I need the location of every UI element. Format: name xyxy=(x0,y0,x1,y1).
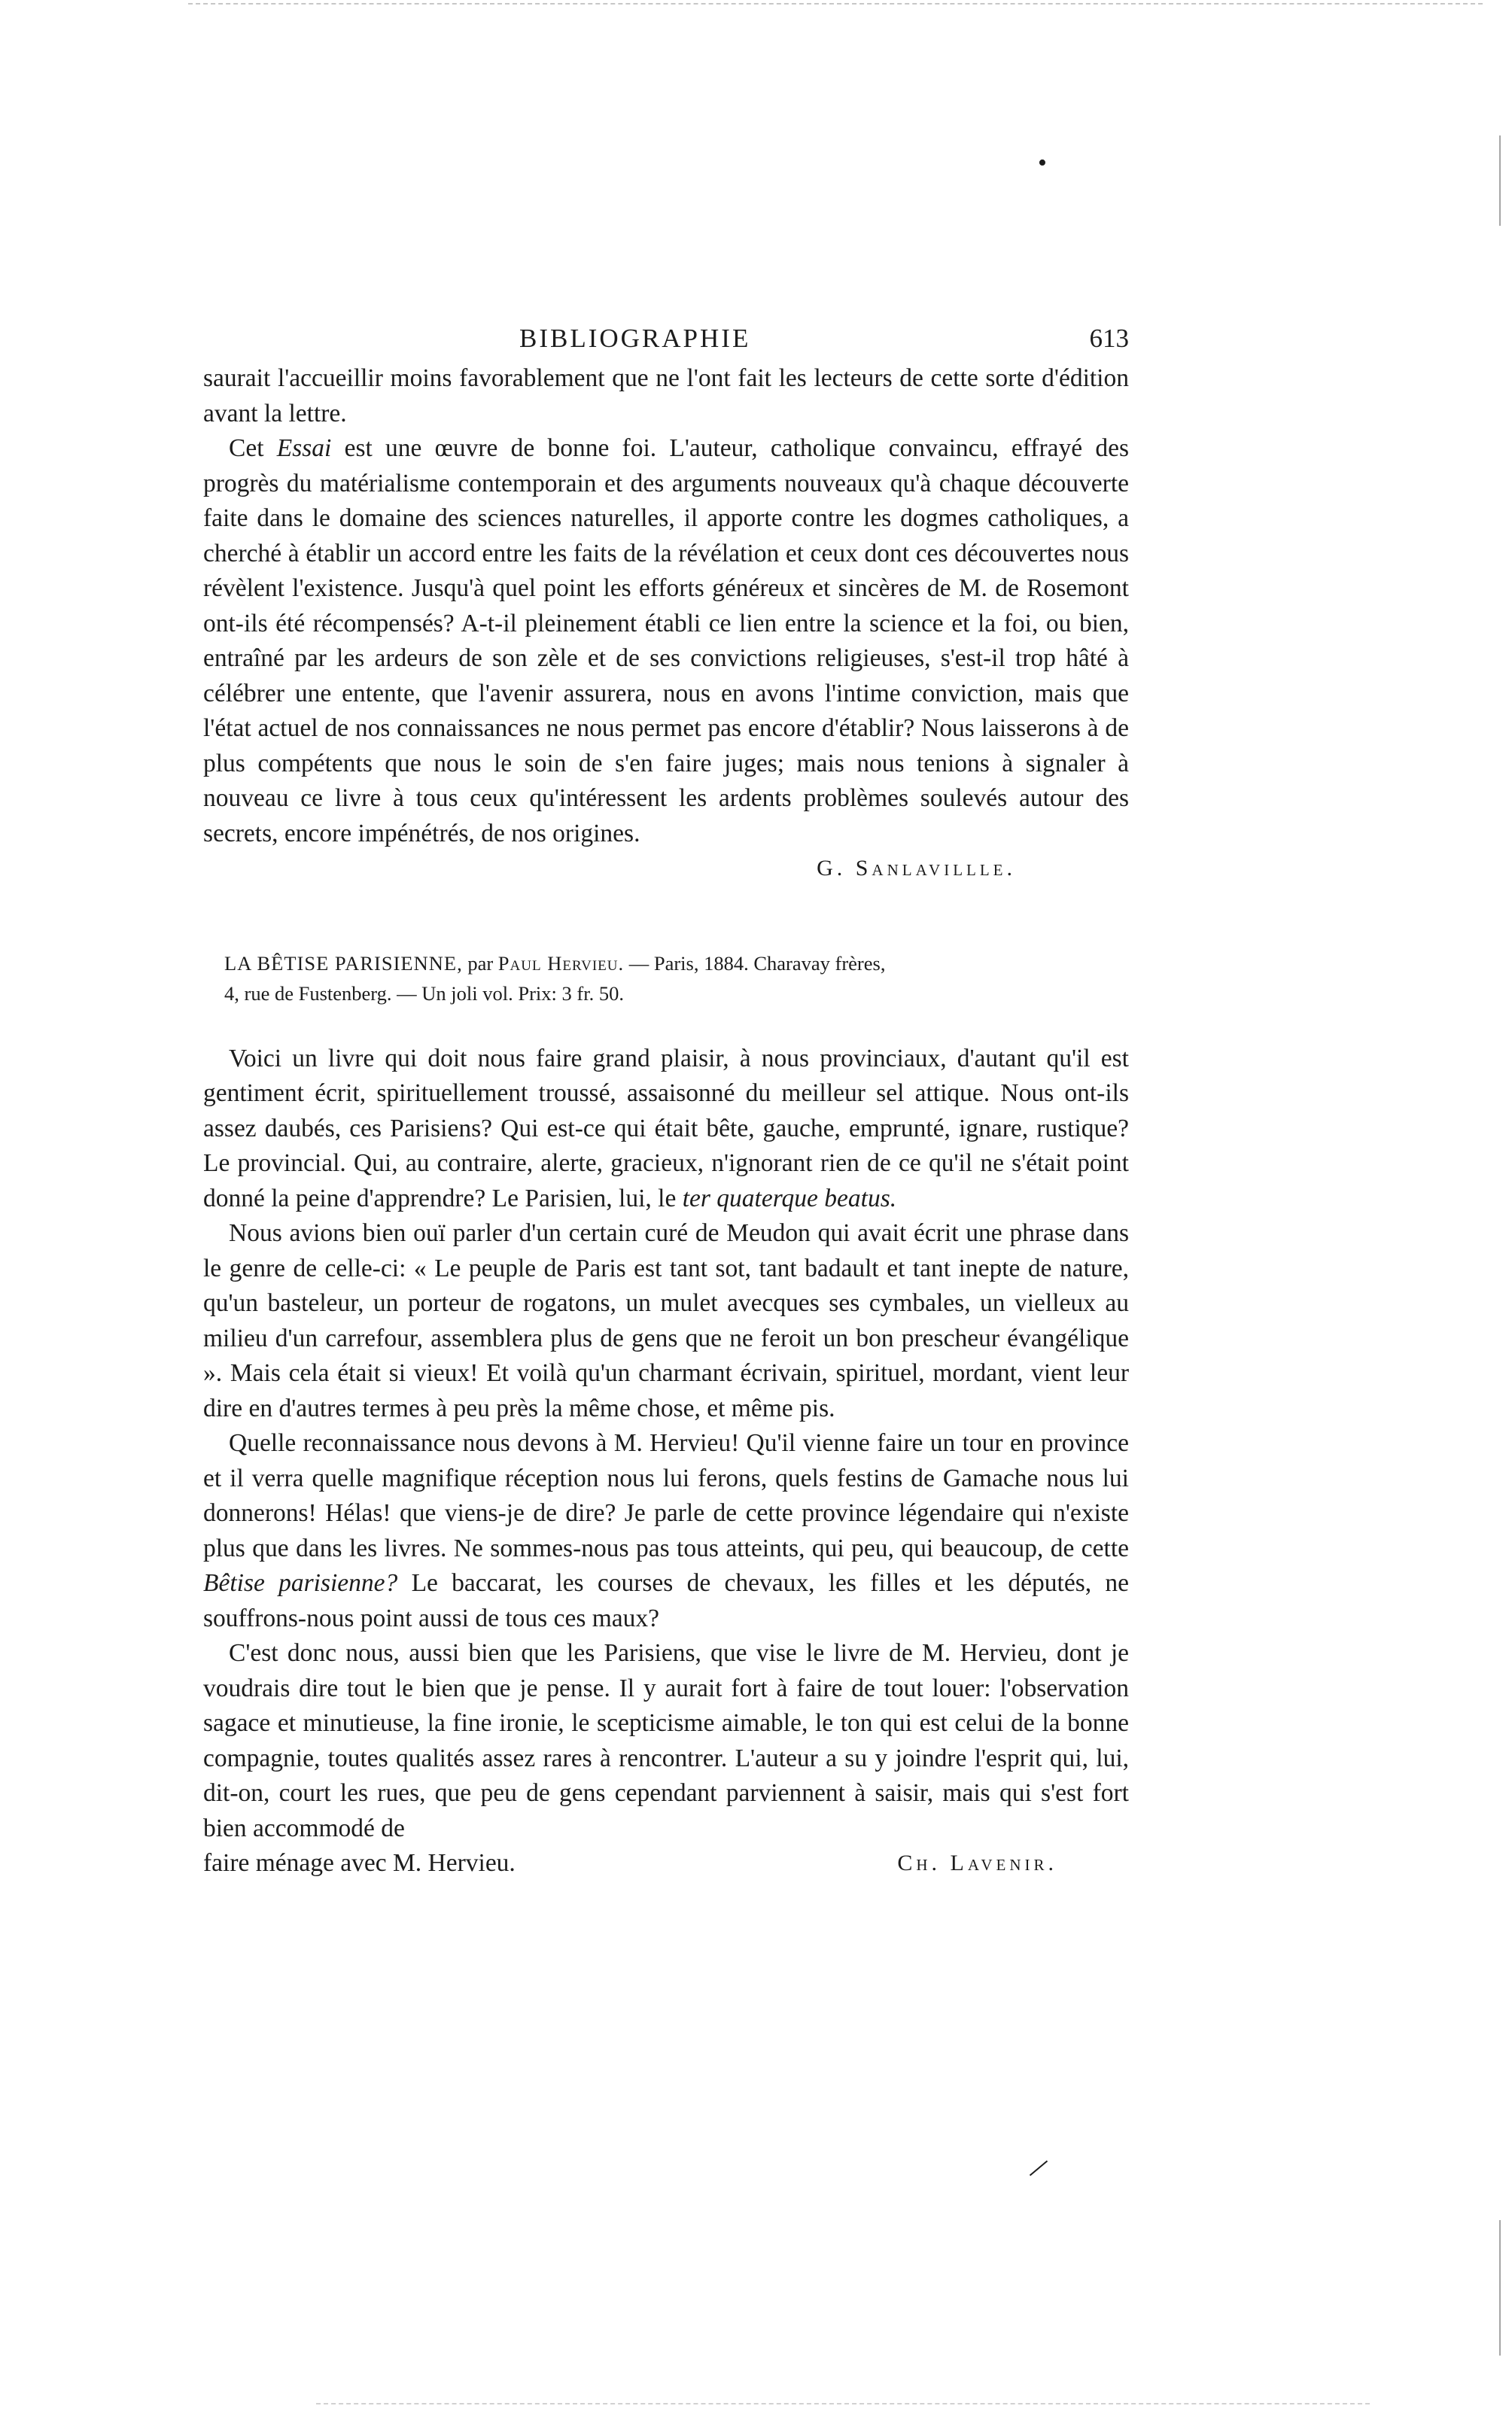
review-heading xyxy=(203,948,1129,1008)
scan-top-edge xyxy=(188,3,1483,5)
scan-edge-mark xyxy=(1499,135,1501,226)
second-review-paragraph: C'est donc nous, aussi bien que les Parisiens, que vise le livre de M. Hervieu, dont je voudrais dire tout le bien que je pense. Il y aurait fort à faire de tout louer: l'observation sagace et minutieuse, la fine ironie, le scepticisme aimable, le ton qui est celui de la bonne compagnie, toutes qualités assez rares à rencontrer. L'auteur a su y joindre l'esprit qui, lui, dit-on, court les rues, que peu de gens cependant parviennent à saisir, mais qui s'est fort bien accommodé de xyxy=(203,1639,1129,1842)
first-review xyxy=(203,361,1129,851)
first-review-paragraph: Cet Essai est une œuvre de bonne foi. L'auteur, catholique convaincu, effrayé des progrès du matérialisme contemporain et des arguments nouveaux qu'à chaque découverte faite dans le domaine des sciences naturelles, il apporte contre les dogmes catholiques, a cherché à établir un accord entre les faits de la révélation et ceux dont ces découvertes nous révèlent l'existence. Jusqu'à quel point les efforts généreux et sincères de M. de Rosemont ont-ils été récompensés? A-t-il pleinement établi ce lien entre la science et la foi, ou bien, entraîné par les ardeurs de son zèle et de ses convictions religieuses, s'est-il trop hâté à célébrer une entente, que l'avenir assurera, nous en avons l'intime conviction, mais que l'état actuel de nos connaissances ne nous permet pas encore d'établir? Nous laisserons à de plus compétents que nous le soin de s'en faire juges; mais nous tenions à signaler à nouveau ce livre à tous ceux qu'intéressent les ardents problèmes soulevés autour des secrets, encore impénétrés, de nos origines. xyxy=(203,434,1129,847)
scan-bottom-edge xyxy=(316,2403,1370,2404)
second-review-signature: Ch. Lavenir. xyxy=(897,1851,1057,1875)
scan-edge-mark xyxy=(1499,2220,1501,2356)
second-review-paragraph: Quelle reconnaissance nous devons à M. Hervieu! Qu'il vienne faire un tour en province et il verra quelle magnifique réception nous lui ferons, quels festins de Gamache nous lui donnerons! Hélas! que viens-je de dire? Je parle de cette province légendaire qui n'existe plus que dans les livres. Ne sommes-nous pas tous atteints, qui peu, qui beaucoup, de cette Bêtise parisienne? Le baccarat, les courses de chevaux, les filles et les députés, ne souffrons-nous point aussi de tous ces maux? xyxy=(203,1429,1130,1632)
latin-quote-italic: ter quaterque beatus. xyxy=(682,1184,897,1212)
running-title: BIBLIOGRAPHIE xyxy=(519,324,751,353)
first-review-signature: G. Sanlavillle. xyxy=(817,856,1016,881)
reviewed-book-address: 4, rue de Fustenberg. — Un joli vol. Prix: 3 fr. 50. xyxy=(224,981,624,1005)
reviewed-book-publisher: — Paris, 1884. Charavay frères, xyxy=(628,951,886,975)
stray-pen-mark xyxy=(1030,2161,1048,2176)
reviewed-book-author: Paul Hervieu. xyxy=(497,951,625,975)
second-review xyxy=(203,1042,1129,1881)
book-title-italic: Essai xyxy=(276,434,332,462)
reviewed-book-title: LA BÊTISE PARISIENNE, xyxy=(224,951,463,975)
ink-blot: • xyxy=(1038,149,1047,177)
review-heading-line: LA BÊTISE PARISIENNE, par Paul Hervieu. — Paris, 1884. Charavay frères, xyxy=(224,951,886,975)
section-gap xyxy=(203,887,1129,948)
second-review-paragraph: Nous avions bien ouï parler d'un certain curé de Meudon qui avait écrit une phrase dans le genre de celle-ci: « Le peuple de Paris est tant sot, tant badault et tant inepte de nature, qu'un basteleur, un porteur de rogatons, un mulet avecques ses cymbales, un vielleux au milieu d'un carrefour, assemblera plus de gens que ne feroit un bon prescheur évangélique ». Mais cela était si vieux! Et voilà qu'un charmant écrivain, spirituel, mordant, vient leur dire en d'autres termes à peu près la même chose, et même pis. xyxy=(203,1219,1129,1422)
first-review-paragraph: saurait l'accueillir moins favorablement que ne l'ont fait les lecteurs de cette sorte d'édition avant la lettre. xyxy=(203,364,1129,427)
second-review-closing xyxy=(203,1846,1129,1881)
page-content xyxy=(203,316,1129,1881)
closing-line: faire ménage avec M. Hervieu. xyxy=(203,1849,516,1877)
page-number: 613 xyxy=(1089,324,1129,353)
second-review-paragraph: Voici un livre qui doit nous faire grand plaisir, à nous provinciaux, d'autant qu'il est gentiment écrit, spirituellement troussé, assaisonné du meilleur sel attique. Nous ont-ils assez daubés, ces Parisiens? Qui est-ce qui était bête, gauche, emprunté, ignare, rustique? Le provincial. Qui, au contraire, alerte, gracieux, n'ignorant rien de ce qu'il ne s'était point donné la peine d'apprendre? Le Parisien, lui, le ter quaterque beatus. xyxy=(203,1044,1129,1212)
page-header xyxy=(203,316,1129,361)
book-title-italic: Bêtise parisienne? xyxy=(203,1569,398,1597)
